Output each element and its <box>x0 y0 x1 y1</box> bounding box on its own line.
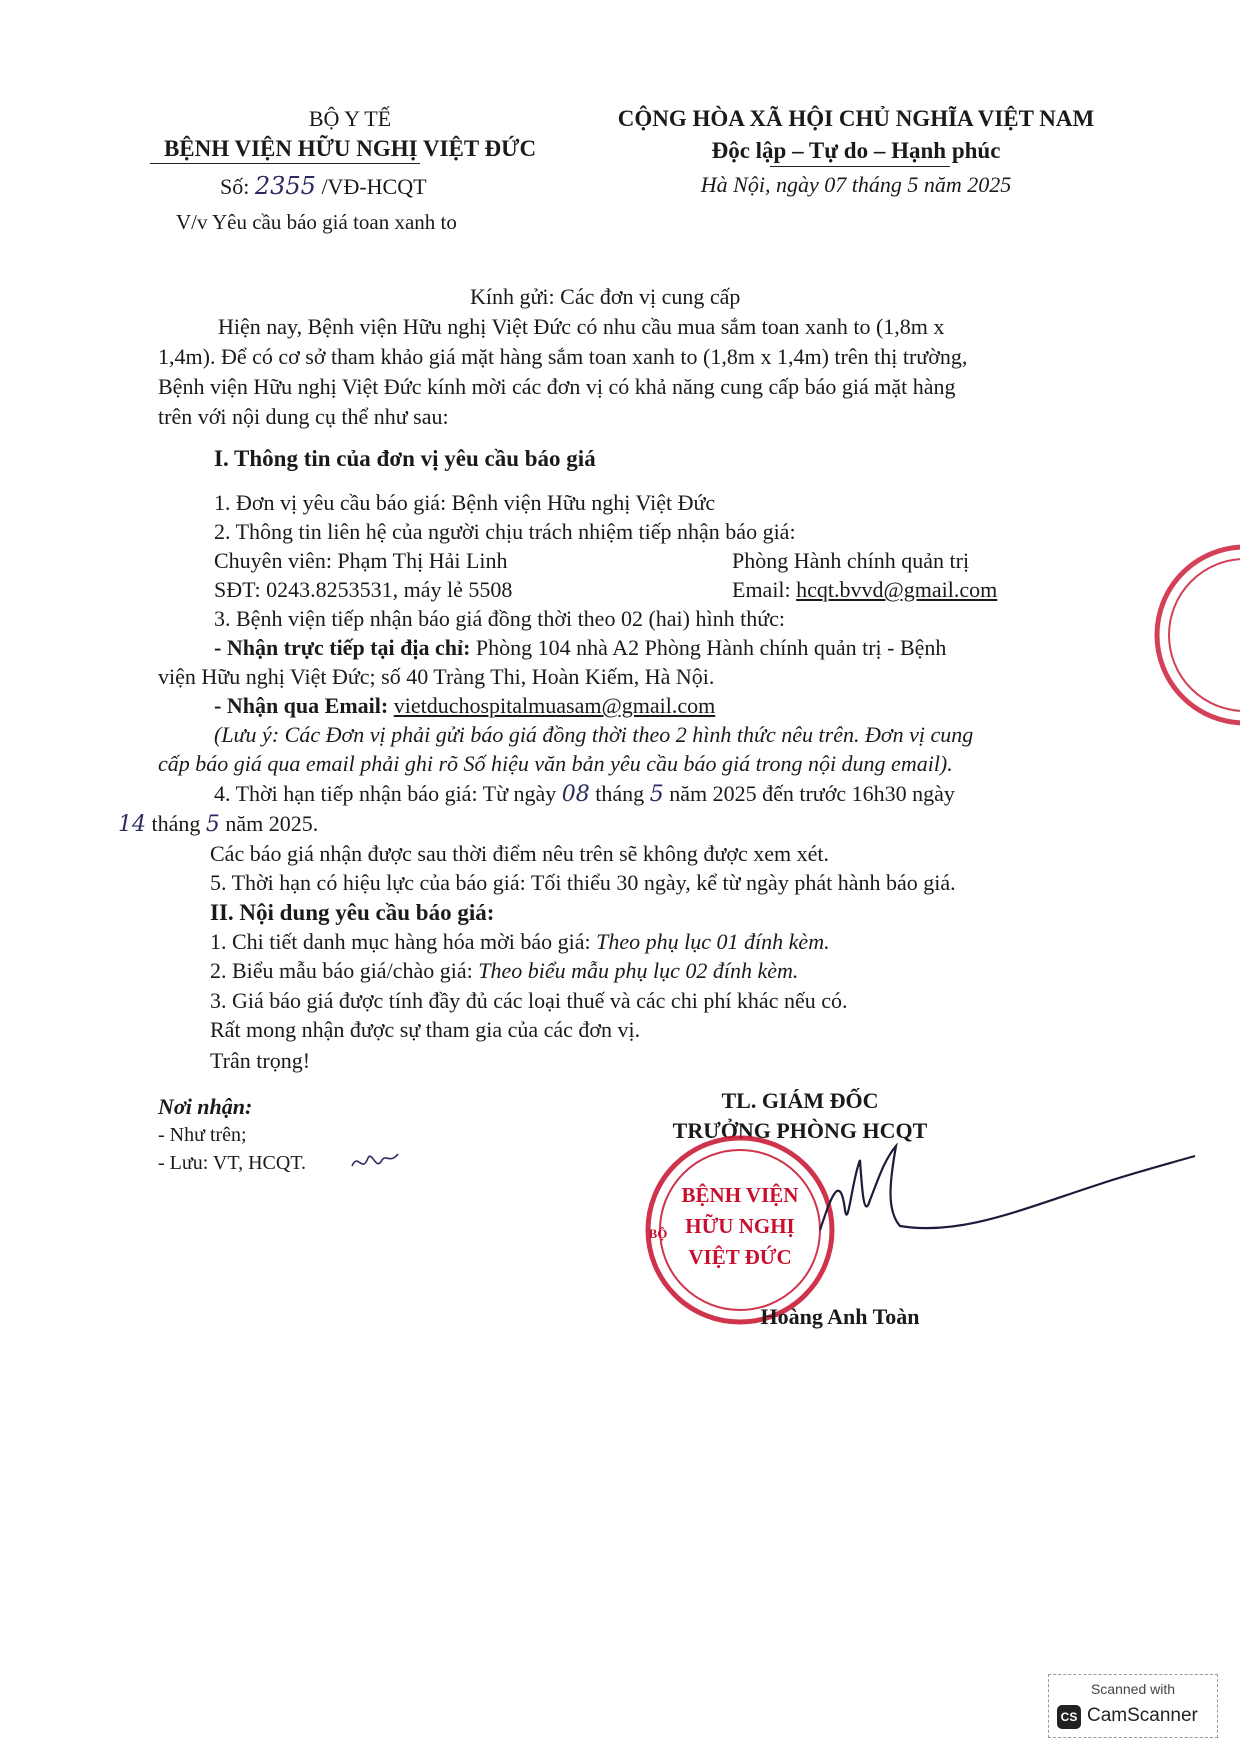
recipient-line: - Lưu: VT, HCQT. <box>158 1152 307 1174</box>
ministry-name: BỘ Y TẾ <box>308 106 392 131</box>
camscanner-logo-icon: CS <box>1057 1705 1081 1729</box>
signature-title-1: TL. GIÁM ĐỐC <box>721 1088 879 1113</box>
direct-delivery-row <box>214 635 946 661</box>
section1-title: I. Thông tin của đơn vị yêu cầu báo giá <box>214 446 596 471</box>
email-delivery-label: - Nhận qua Email: <box>214 693 389 718</box>
handwritten-signature <box>800 1140 1200 1250</box>
intro-line: Bệnh viện Hữu nghị Việt Đức kính mời các đơn vị có khả năng cung cấp báo giá mặt hàng <box>158 374 956 399</box>
edge-stamp <box>1150 540 1240 730</box>
item-4 <box>214 781 955 807</box>
item4-month2-handwritten: 5 <box>205 812 220 837</box>
item-2: 2. Thông tin liên hệ của người chịu trách nhiệm tiếp nhận báo giá: <box>214 519 796 544</box>
subject-line: V/v Yêu cầu báo giá toan xanh to <box>176 210 457 234</box>
stamp-line-2: HỮU NGHỊ <box>685 1214 795 1238</box>
contact-name: Chuyên viên: Phạm Thị Hải Linh <box>214 548 508 573</box>
item4-day2-handwritten: 14 <box>118 812 146 837</box>
item4-text: 4. Thời hạn tiếp nhận báo giá: Từ ngày <box>214 781 557 806</box>
stamp-side: BỘ <box>648 1226 668 1241</box>
number-prefix: Số: <box>220 174 250 199</box>
stamp-line-1: BỆNH VIỆN <box>681 1183 799 1207</box>
direct-delivery-label: - Nhận trực tiếp tại địa chỉ: <box>214 635 471 660</box>
email-delivery-row <box>214 693 715 719</box>
item-5: 5. Thời hạn có hiệu lực của báo giá: Tối thiểu 30 ngày, kể từ ngày phát hành báo giá. <box>210 870 956 895</box>
item-3: 3. Bệnh viện tiếp nhận báo giá đồng thời theo 02 (hai) hình thức: <box>214 606 786 631</box>
s2-item1-text: 1. Chi tiết danh mục hàng hóa mời báo giá: <box>210 929 591 954</box>
s2-item-1 <box>210 929 830 955</box>
item4-text: tháng <box>151 811 201 836</box>
s2-item1-italic: Theo phụ lục 01 đính kèm. <box>596 929 830 954</box>
contact-email-row <box>732 577 997 603</box>
number-suffix: /VĐ-HCQT <box>321 174 427 199</box>
greeting: Kính gửi: Các đơn vị cung cấp <box>470 284 741 309</box>
intro-line: trên với nội dung cụ thể như sau: <box>158 404 449 429</box>
signer-name: Hoàng Anh Toàn <box>760 1304 920 1329</box>
s2-item-3: 3. Giá báo giá được tính đầy đủ các loại thuế và các chi phí khác nếu có. <box>210 988 848 1013</box>
item4-text: năm 2025. <box>225 811 319 836</box>
contact-department: Phòng Hành chính quản trị <box>732 548 970 573</box>
intro-line: Hiện nay, Bệnh viện Hữu nghị Việt Đức có nhu cầu mua sắm toan xanh to (1,8m x <box>218 314 945 339</box>
hospital-name: BỆNH VIỆN HỮU NGHỊ VIỆT ĐỨC <box>163 136 537 161</box>
place-date: Hà Nội, ngày 07 tháng 5 năm 2025 <box>700 172 1012 197</box>
stamp-line-3: VIỆT ĐỨC <box>688 1245 792 1269</box>
initials-mark <box>350 1144 400 1178</box>
watermark-brand: CamScanner <box>1087 1705 1198 1726</box>
item-4-cont <box>118 811 318 837</box>
item4-day-handwritten: 08 <box>561 782 590 807</box>
contact-phone: SĐT: 0243.8253531, máy lẻ 5508 <box>214 577 513 602</box>
number-handwritten: 2355 <box>254 172 316 200</box>
item4-text: tháng <box>595 781 645 806</box>
signature-title-2: TRƯỞNG PHÒNG HCQT <box>672 1118 928 1143</box>
watermark-line-1: Scanned with <box>1090 1681 1176 1697</box>
camscanner-watermark <box>1048 1674 1218 1738</box>
closing-greeting: Trân trọng! <box>210 1048 311 1073</box>
section2-title: II. Nội dung yêu cầu báo giá: <box>210 900 495 925</box>
header-underline <box>150 163 420 165</box>
s2-item-2 <box>210 958 798 984</box>
contact-email-link[interactable]: hcqt.bvvd@gmail.com <box>796 577 998 602</box>
recipient-line: - Như trên; <box>158 1124 247 1146</box>
item4-text: năm 2025 đến trước 16h30 ngày <box>669 781 955 806</box>
note-line: cấp báo giá qua email phải ghi rõ Số hiệu văn bản yêu cầu báo giá trong nội dung email). <box>158 751 953 776</box>
motto-underline <box>770 166 950 168</box>
recipients-title: Nơi nhận: <box>158 1094 253 1119</box>
late-note: Các báo giá nhận được sau thời điểm nêu trên sẽ không được xem xét. <box>210 841 829 866</box>
closing-line: Rất mong nhận được sự tham gia của các đơn vị. <box>210 1017 641 1042</box>
contact-email-label: Email: <box>732 577 791 602</box>
intro-line: 1,4m). Để có cơ sở tham khảo giá mặt hàng sắm toan xanh to (1,8m x 1,4m) trên thị trường, <box>158 344 968 369</box>
s2-item2-italic: Theo biểu mẫu phụ lục 02 đính kèm. <box>478 958 799 983</box>
national-motto: Độc lập – Tự do – Hạnh phúc <box>711 138 1001 163</box>
direct-delivery-text-2: viện Hữu nghị Việt Đức; số 40 Tràng Thi, Hoàn Kiếm, Hà Nội. <box>158 664 715 689</box>
item-1: 1. Đơn vị yêu cầu báo giá: Bệnh viện Hữu nghị Việt Đức <box>214 490 716 515</box>
direct-delivery-text: Phòng 104 nhà A2 Phòng Hành chính quản trị - Bệnh <box>475 635 947 660</box>
country-name: CỘNG HÒA XÃ HỘI CHỦ NGHĨA VIỆT NAM <box>617 106 1095 131</box>
email-delivery-link[interactable]: vietduchospitalmuasam@gmail.com <box>393 693 716 718</box>
item4-month-handwritten: 5 <box>649 782 664 807</box>
document-number <box>220 172 427 200</box>
s2-item2-text: 2. Biểu mẫu báo giá/chào giá: <box>210 958 473 983</box>
note-line: (Lưu ý: Các Đơn vị phải gửi báo giá đồng thời theo 2 hình thức nêu trên. Đơn vị cung <box>214 722 974 747</box>
